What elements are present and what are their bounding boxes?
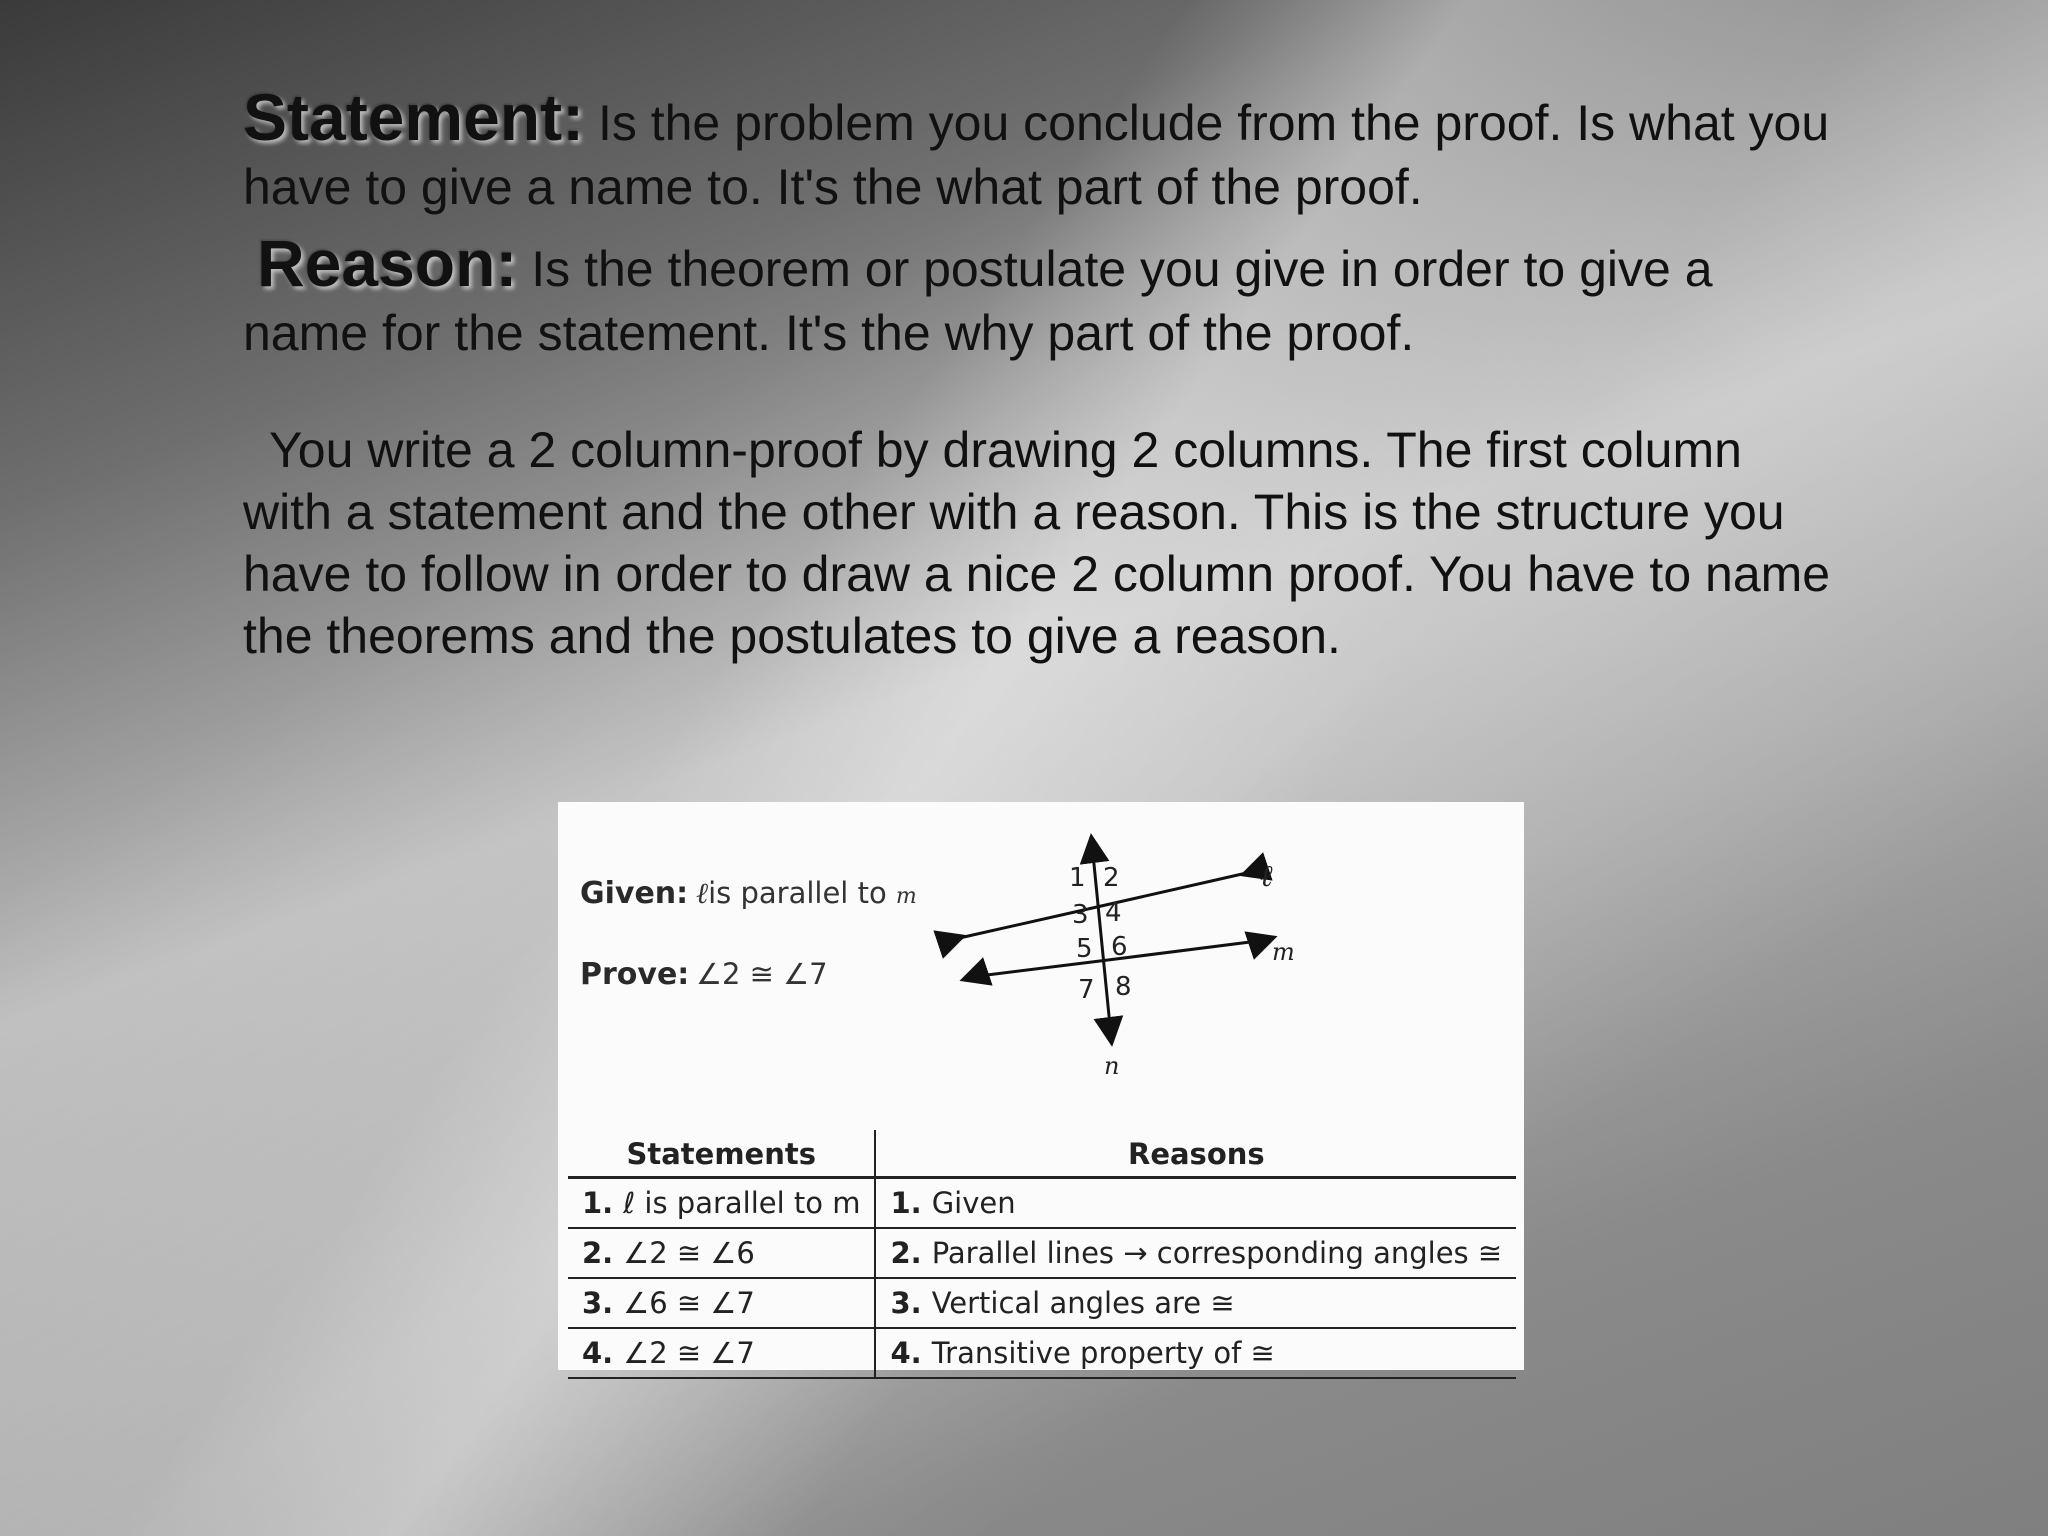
two-column-proof-table [568, 1130, 1516, 1379]
reason-text: Transitive property of ≅ [931, 1336, 1275, 1370]
statement-cell [568, 1228, 875, 1278]
row-number: 2. [890, 1236, 922, 1270]
given-l: ℓ [696, 876, 709, 910]
reason-definition [243, 226, 1833, 365]
statement-cell [568, 1328, 875, 1378]
given-text: is parallel to [708, 876, 887, 910]
given-label: Given: [580, 876, 689, 911]
prove-label: Prove: [580, 957, 690, 992]
line-m-label: m [1272, 938, 1295, 966]
table-row [568, 1228, 1516, 1278]
statement-text: ∠2 ≅ ∠7 [623, 1336, 755, 1370]
row-number: 4. [890, 1336, 922, 1370]
reason-cell [875, 1228, 1516, 1278]
statements-header: Statements [568, 1130, 875, 1178]
row-number: 1. [582, 1186, 614, 1220]
row-number: 3. [890, 1286, 922, 1320]
angle-label-7: 7 [1078, 975, 1095, 1005]
statement-term: Statement: [243, 80, 585, 154]
line-l-label: ℓ [1260, 859, 1273, 894]
angle-label-6: 6 [1111, 932, 1128, 962]
transversal-diagram [558, 802, 1524, 1132]
table-header-row [568, 1130, 1516, 1178]
table-row [568, 1278, 1516, 1328]
statement-text: Is the problem you conclude from the proof. Is what you have to give a name to. It's the what part of the proof. [243, 95, 1830, 215]
angle-label-5: 5 [1076, 934, 1093, 964]
line-l-left [955, 909, 1088, 939]
angle-label-1: 1 [1069, 863, 1086, 893]
reason-text: Is the theorem or postulate you give in order to give a name for the statement. It's the why part of the proof. [243, 241, 1713, 361]
reason-text: Vertical angles are ≅ [931, 1286, 1235, 1320]
statement-cell [568, 1178, 875, 1229]
table-row [568, 1328, 1516, 1378]
line-m-right [1108, 940, 1266, 960]
statement-text: ℓ is parallel to m [623, 1186, 861, 1220]
prove-value: ∠2 ≅ ∠7 [696, 957, 828, 991]
reason-term: Reason: [257, 226, 518, 300]
row-number: 1. [890, 1186, 922, 1220]
reason-cell [875, 1178, 1516, 1229]
row-number: 3. [582, 1286, 614, 1320]
reason-text: Given [931, 1186, 1016, 1220]
reason-text: Parallel lines → corresponding angles ≅ [931, 1236, 1503, 1270]
given-m: m [895, 884, 917, 909]
row-number: 4. [582, 1336, 614, 1370]
reason-cell [875, 1278, 1516, 1328]
proof-figure [558, 802, 1524, 1370]
statement-cell [568, 1278, 875, 1328]
angle-label-8: 8 [1115, 972, 1132, 1002]
angle-label-3: 3 [1072, 900, 1089, 930]
angle-label-2: 2 [1103, 863, 1120, 893]
statement-text: ∠6 ≅ ∠7 [623, 1286, 755, 1320]
statement-definition [243, 80, 1833, 219]
table-row [568, 1178, 1516, 1229]
angle-label-4: 4 [1105, 898, 1122, 928]
howto-paragraph: You write a 2 column-proof by drawing 2 columns. The first column with a statement and the other with a reason. This is the structure you have to follow in order to draw a nice 2 column proof. You have to name the theorems and the postulates to give a reason. [243, 422, 1831, 664]
transversal-label: n [1104, 1052, 1120, 1080]
reasons-header: Reasons [1127, 1137, 1265, 1171]
row-number: 2. [582, 1236, 614, 1270]
reason-cell [875, 1328, 1516, 1378]
slide-text [243, 80, 1833, 667]
statement-text: ∠2 ≅ ∠6 [623, 1236, 755, 1270]
